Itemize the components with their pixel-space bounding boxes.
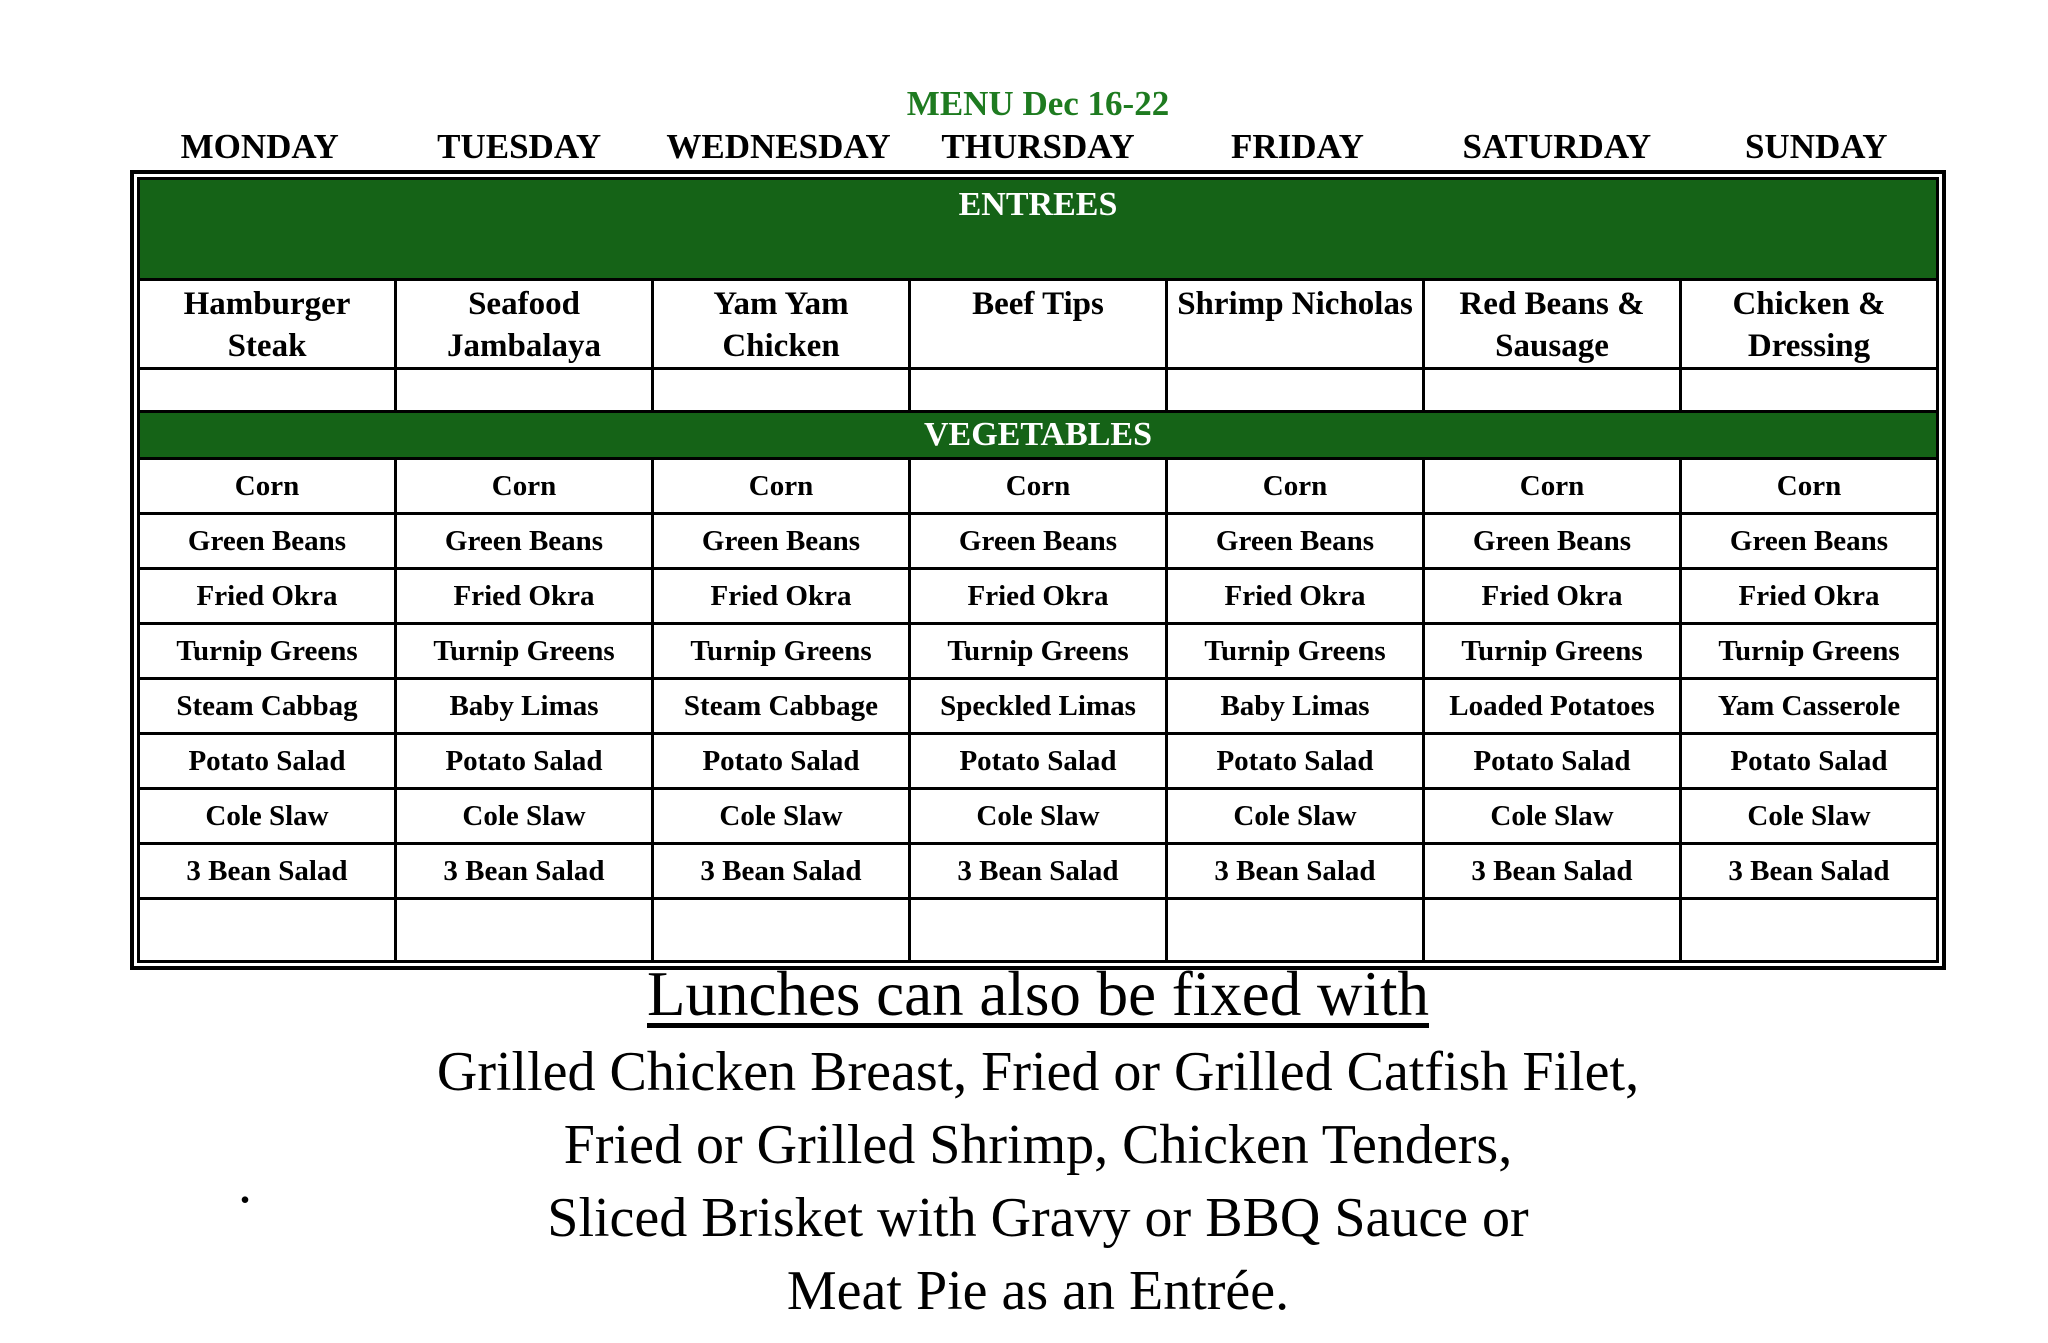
veg-cell: Turnip Greens: [139, 624, 396, 679]
veg-cell: Fried Okra: [1424, 569, 1681, 624]
veg-cell: 3 Bean Salad: [1424, 844, 1681, 899]
day-header-friday: FRIDAY: [1230, 127, 1364, 166]
footer-heading: Lunches can also be fixed with: [647, 959, 1429, 1029]
empty-cell: [1681, 369, 1938, 412]
empty-cell: [1167, 369, 1424, 412]
footer-note: [130, 956, 1946, 1328]
veg-cell: 3 Bean Salad: [396, 844, 653, 899]
menu-table: [137, 177, 1939, 963]
veg-cell: Potato Salad: [1681, 734, 1938, 789]
veg-cell: Turnip Greens: [396, 624, 653, 679]
veg-cell: Yam Casserole: [1681, 679, 1938, 734]
veg-cell: Potato Salad: [139, 734, 396, 789]
veg-row-cole-slaw: [139, 789, 1938, 844]
veg-row-daily-special: [139, 679, 1938, 734]
menu-title: MENU Dec 16-22: [906, 84, 1170, 123]
entrees-banner: ENTREES: [139, 179, 1938, 280]
veg-cell: 3 Bean Salad: [1167, 844, 1424, 899]
veg-cell: Green Beans: [396, 514, 653, 569]
entree-cell-saturday: Red Beans & Sausage: [1424, 280, 1681, 369]
veg-cell: Cole Slaw: [139, 789, 396, 844]
bottom-spacer-row: [139, 899, 1938, 962]
empty-cell: [1681, 899, 1938, 962]
veg-cell: Cole Slaw: [1167, 789, 1424, 844]
entree-cell-monday: Hamburger Steak: [139, 280, 396, 369]
empty-cell: [139, 369, 396, 412]
veg-cell: 3 Bean Salad: [653, 844, 910, 899]
veg-cell: Fried Okra: [910, 569, 1167, 624]
veg-cell: 3 Bean Salad: [139, 844, 396, 899]
veg-cell: Turnip Greens: [910, 624, 1167, 679]
empty-cell: [1167, 899, 1424, 962]
veg-cell: Corn: [910, 459, 1167, 514]
veg-cell: Green Beans: [1681, 514, 1938, 569]
veg-cell: Potato Salad: [910, 734, 1167, 789]
veg-cell: Potato Salad: [1167, 734, 1424, 789]
veg-cell: Potato Salad: [1424, 734, 1681, 789]
empty-cell: [653, 369, 910, 412]
veg-cell: Green Beans: [1167, 514, 1424, 569]
entree-row: [139, 280, 1938, 369]
day-header-monday: MONDAY: [180, 127, 339, 166]
day-header-tuesday: TUESDAY: [437, 127, 602, 166]
veg-cell: Cole Slaw: [653, 789, 910, 844]
spacer-row: [139, 369, 1938, 412]
footer-line: Sliced Brisket with Gravy or BBQ Sauce or: [547, 1187, 1529, 1249]
veg-cell: Steam Cabbage: [653, 679, 910, 734]
empty-cell: [910, 369, 1167, 412]
veg-cell: 3 Bean Salad: [910, 844, 1167, 899]
empty-cell: [653, 899, 910, 962]
veg-cell: Corn: [653, 459, 910, 514]
footer-line: Meat Pie as an Entrée.: [786, 1260, 1290, 1322]
entree-cell-tuesday: Seafood Jambalaya: [396, 280, 653, 369]
footer-line: Grilled Chicken Breast, Fried or Grilled Catfish Filet,: [436, 1041, 1640, 1103]
empty-cell: [1424, 899, 1681, 962]
veg-cell: Corn: [396, 459, 653, 514]
empty-cell: [396, 369, 653, 412]
menu-document: [130, 84, 1946, 970]
veg-cell: Fried Okra: [1681, 569, 1938, 624]
menu-table-frame: [130, 170, 1946, 970]
empty-cell: [396, 899, 653, 962]
day-header-saturday: SATURDAY: [1462, 127, 1652, 166]
veg-cell: Loaded Potatoes: [1424, 679, 1681, 734]
veg-cell: Green Beans: [653, 514, 910, 569]
veg-cell: Fried Okra: [1167, 569, 1424, 624]
day-header-wednesday: WEDNESDAY: [666, 127, 891, 166]
vegetables-banner-row: [139, 412, 1938, 459]
day-header-sunday: SUNDAY: [1744, 127, 1888, 166]
veg-cell: Corn: [139, 459, 396, 514]
veg-cell: Cole Slaw: [1681, 789, 1938, 844]
veg-cell: Potato Salad: [396, 734, 653, 789]
day-header-row: [130, 127, 1946, 167]
veg-cell: Cole Slaw: [396, 789, 653, 844]
veg-cell: Turnip Greens: [1424, 624, 1681, 679]
vegetables-banner: VEGETABLES: [139, 412, 1938, 459]
veg-cell: Green Beans: [139, 514, 396, 569]
stray-period-mark: .: [238, 1153, 252, 1215]
veg-cell: Steam Cabbag: [139, 679, 396, 734]
veg-row-3-bean-salad: [139, 844, 1938, 899]
veg-cell: Green Beans: [910, 514, 1167, 569]
empty-cell: [910, 899, 1167, 962]
entree-cell-sunday: Chicken & Dressing: [1681, 280, 1938, 369]
veg-cell: Corn: [1167, 459, 1424, 514]
veg-cell: Speckled Limas: [910, 679, 1167, 734]
veg-cell: Fried Okra: [653, 569, 910, 624]
veg-cell: Cole Slaw: [1424, 789, 1681, 844]
veg-cell: Turnip Greens: [1167, 624, 1424, 679]
entree-cell-friday: Shrimp Nicholas: [1167, 280, 1424, 369]
veg-cell: Potato Salad: [653, 734, 910, 789]
veg-cell: Baby Limas: [1167, 679, 1424, 734]
veg-row-potato-salad: [139, 734, 1938, 789]
veg-cell: Turnip Greens: [1681, 624, 1938, 679]
veg-row-turnip-greens: [139, 624, 1938, 679]
veg-row-corn: [139, 459, 1938, 514]
veg-cell: Baby Limas: [396, 679, 653, 734]
veg-cell: 3 Bean Salad: [1681, 844, 1938, 899]
veg-cell: Cole Slaw: [910, 789, 1167, 844]
empty-cell: [139, 899, 396, 962]
veg-cell: Corn: [1681, 459, 1938, 514]
footer-line: Fried or Grilled Shrimp, Chicken Tenders,: [563, 1114, 1513, 1176]
day-header-thursday: THURSDAY: [941, 127, 1135, 166]
veg-row-green-beans: [139, 514, 1938, 569]
veg-cell: Fried Okra: [139, 569, 396, 624]
veg-cell: Green Beans: [1424, 514, 1681, 569]
veg-cell: Turnip Greens: [653, 624, 910, 679]
entrees-banner-row: [139, 179, 1938, 280]
entree-cell-thursday: Beef Tips: [910, 280, 1167, 369]
empty-cell: [1424, 369, 1681, 412]
veg-cell: Fried Okra: [396, 569, 653, 624]
entree-cell-wednesday: Yam Yam Chicken: [653, 280, 910, 369]
veg-cell: Corn: [1424, 459, 1681, 514]
veg-row-fried-okra: [139, 569, 1938, 624]
